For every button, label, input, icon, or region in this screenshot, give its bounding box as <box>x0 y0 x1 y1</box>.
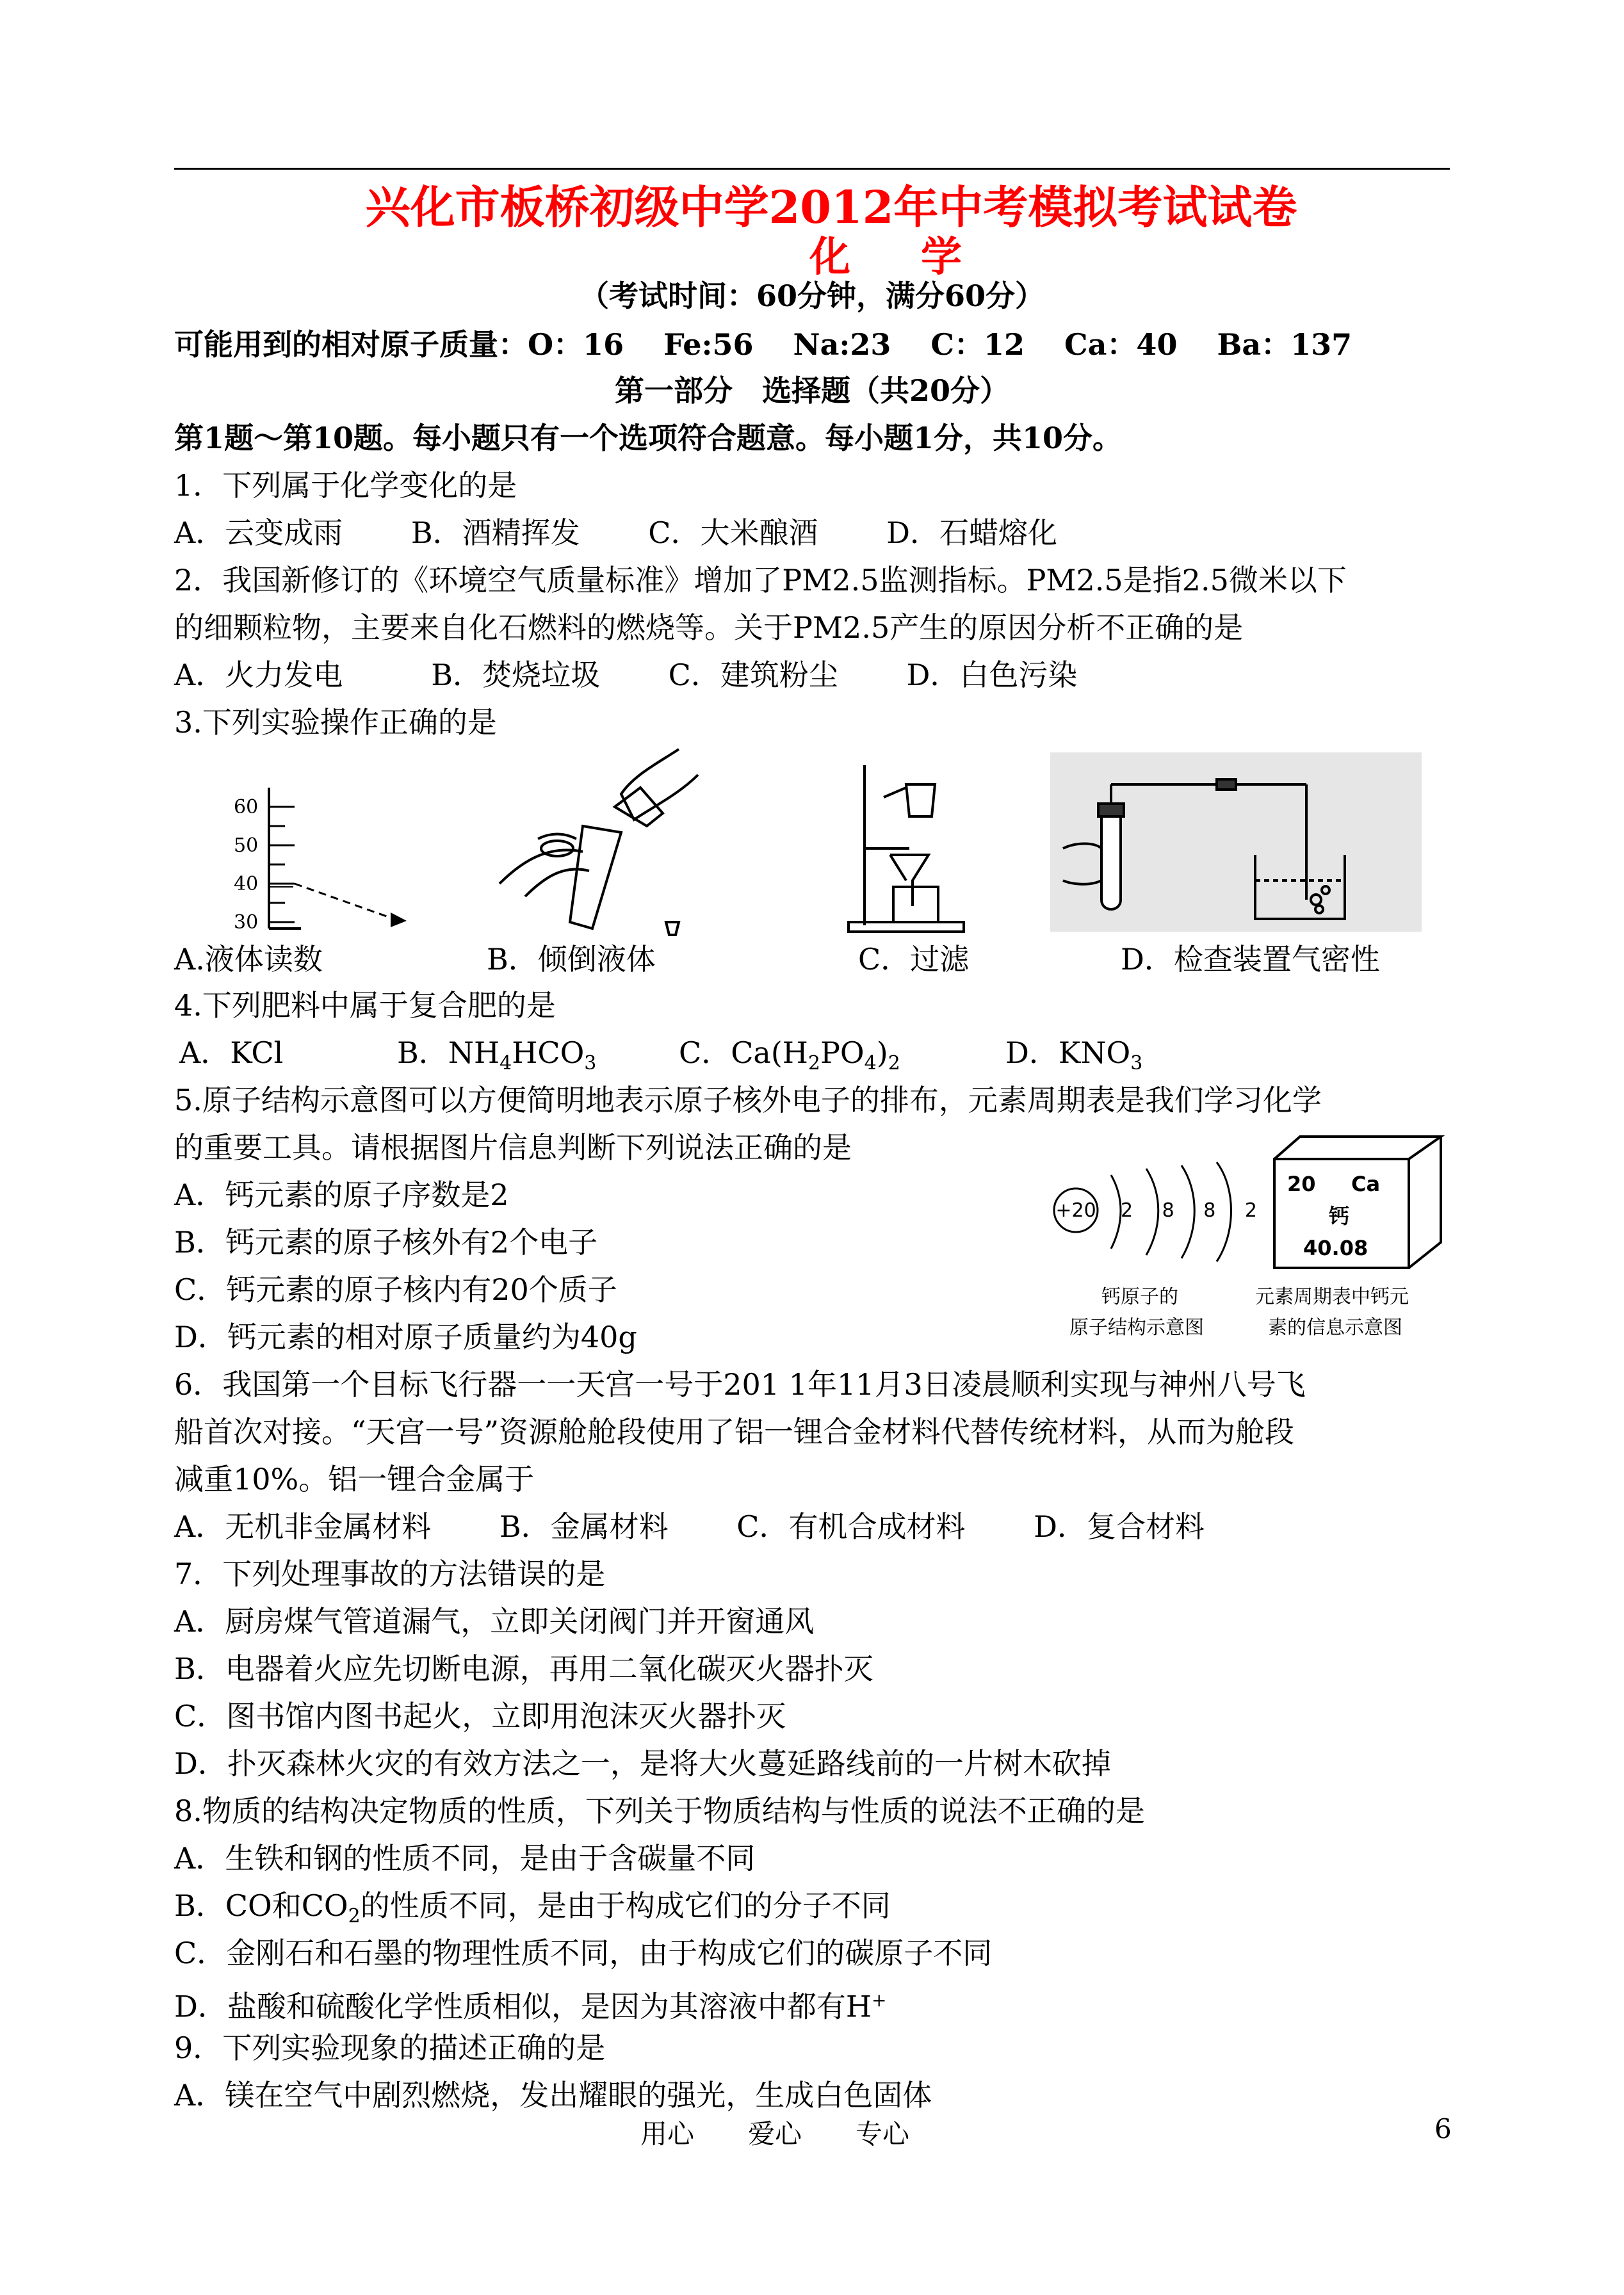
q8-stem: 8.物质的结构决定物质的性质，下列关于物质结构与性质的说法不正确的是 <box>174 1794 1145 1828</box>
q6-stem-1: 6．我国第一个目标飞行器一一天宫一号于201 1年11月3日凌晨顺利实现与神州八号飞 <box>174 1367 1306 1402</box>
q1-options: A．云变成雨 B．酒精挥发 C．大米酿酒 D．石蜡熔化 <box>174 515 1057 550</box>
cylinder-tick-50: 50 <box>234 834 259 857</box>
exam-title: 兴化市板桥初级中学2012年中考模拟考试试卷 <box>365 181 1297 234</box>
pour-liquid-figure <box>487 736 743 941</box>
q5-stem-2: 的重要工具。请根据图片信息判断下列说法正确的是 <box>174 1130 852 1165</box>
element-mass: 40.08 <box>1303 1236 1368 1260</box>
q8-option-d: D．盐酸和硫酸化学性质相似，是因为其溶液中都有H+ <box>174 1989 887 2024</box>
q2-stem-1: 2．我国新修订的《环境空气质量标准》增加了PM2.5监测指标。PM2.5是指2.5微米以下 <box>174 563 1347 597</box>
graduated-cylinder-figure <box>231 781 435 935</box>
section-title: 第一部分 选择题（共20分） <box>614 373 1009 408</box>
atom-shell-electrons: 2 8 8 2 <box>1121 1199 1269 1222</box>
q1-stem: 1．下列属于化学变化的是 <box>174 468 517 503</box>
atom-caption-2: 原子结构示意图 <box>1069 1317 1204 1339</box>
cylinder-tick-30: 30 <box>234 911 259 934</box>
calcium-atom-structure-figure <box>1050 1153 1269 1274</box>
element-caption-2: 素的信息示意图 <box>1268 1317 1402 1339</box>
q3-option-a: A.液体读数 <box>174 942 323 977</box>
q8-option-c: C．金刚石和石墨的物理性质不同，由于构成它们的碳原子不同 <box>174 1936 993 1970</box>
q2-stem-2: 的细颗粒物，主要来自化石燃料的燃烧等。关于PM2.5产生的原因分析不正确的是 <box>174 610 1244 645</box>
q4-option-d: D．$KNO_3$ <box>1005 1035 1143 1075</box>
subject-title: 化学 <box>809 233 1032 281</box>
cylinder-tick-40: 40 <box>234 873 259 895</box>
q4-option-c: C．$Ca(H_2PO_4)_2$ <box>679 1035 900 1075</box>
q5-option-d: D．钙元素的相对原子质量约为40g <box>174 1320 637 1354</box>
q6-options: A．无机非金属材料 B．金属材料 C．有机合成材料 D．复合材料 <box>174 1509 1205 1544</box>
q3-option-c: C．过滤 <box>858 942 970 977</box>
q3-option-d: D．检查装置气密性 <box>1121 942 1380 977</box>
q4-option-b: B．$NH_4HCO_3$ <box>397 1035 597 1075</box>
element-name: 钙 <box>1329 1204 1350 1228</box>
cylinder-tick-60: 60 <box>234 796 259 818</box>
q4-option-a: A．KCl <box>179 1035 284 1070</box>
atomic-masses: 可能用到的相对原子质量：O：16 Fe:56 Na:23 C：12 Ca：40 Ba：137 <box>174 327 1352 362</box>
q8-option-a: A．生铁和钢的性质不同，是由于含碳量不同 <box>174 1841 756 1876</box>
element-symbol: Ca <box>1351 1172 1381 1196</box>
q7-option-b: B．电器着火应先切断电源，再用二氧化碳灭火器扑灭 <box>174 1651 873 1686</box>
q7-option-d: D．扑灭森林火灾的有效方法之一，是将大火蔓延路线前的一片树木砍掉 <box>174 1746 1111 1781</box>
q4-stem: 4.下列肥料中属于复合肥的是 <box>174 988 556 1023</box>
section-instructions: 第1题～第10题。每小题只有一个选项符合题意。每小题1分，共10分。 <box>174 421 1123 455</box>
q2-options: A．火力发电 B．焚烧垃圾 C．建筑粉尘 D．白色污染 <box>174 658 1078 692</box>
footer-motto: 用心 爱心 专心 <box>640 2118 910 2150</box>
atom-nucleus-label: +20 <box>1055 1199 1096 1222</box>
header-rule <box>174 168 1450 170</box>
q5-option-b: B．钙元素的原子核外有2个电子 <box>174 1225 598 1260</box>
q9-stem: 9．下列实验现象的描述正确的是 <box>174 2031 606 2065</box>
element-caption-1: 元素周期表中钙元 <box>1255 1286 1409 1308</box>
q6-stem-3: 减重10%。铝一锂合金属于 <box>174 1462 535 1496</box>
page-number: 6 <box>1434 2113 1452 2145</box>
q3-option-b: B．倾倒液体 <box>487 942 656 977</box>
exam-info: （考试时间：60分钟，满分60分） <box>579 279 1045 313</box>
q7-option-c: C．图书馆内图书起火，立即用泡沫灭火器扑灭 <box>174 1699 786 1733</box>
q5-option-c: C．钙元素的原子核内有20个质子 <box>174 1272 617 1307</box>
q3-stem: 3.下列实验操作正确的是 <box>174 705 497 740</box>
element-atomic-number: 20 <box>1287 1172 1316 1196</box>
q6-stem-2: 船首次对接。“天宫一号”资源舱舱段使用了铝一锂合金材料代替传统材料，从而为舱段 <box>174 1415 1295 1449</box>
filtration-figure <box>845 759 973 938</box>
airtightness-figure <box>1050 752 1422 932</box>
q5-stem-1: 5.原子结构示意图可以方便简明地表示原子核外电子的排布，元素周期表是我们学习化学 <box>174 1083 1322 1117</box>
q8-option-b: B．CO和$CO_2$的性质不同，是由于构成它们的分子不同 <box>174 1888 891 1928</box>
q7-stem: 7．下列处理事故的方法错误的是 <box>174 1557 606 1591</box>
q5-option-a: A．钙元素的原子序数是2 <box>174 1178 509 1212</box>
q7-option-a: A．厨房煤气管道漏气，立即关闭阀门并开窗通风 <box>174 1604 815 1639</box>
q9-option-a: A．镁在空气中剧烈燃烧，发出耀眼的强光，生成白色固体 <box>174 2078 932 2113</box>
atom-caption-1: 钙原子的 <box>1101 1286 1178 1308</box>
calcium-periodic-cell-figure <box>1268 1133 1447 1274</box>
